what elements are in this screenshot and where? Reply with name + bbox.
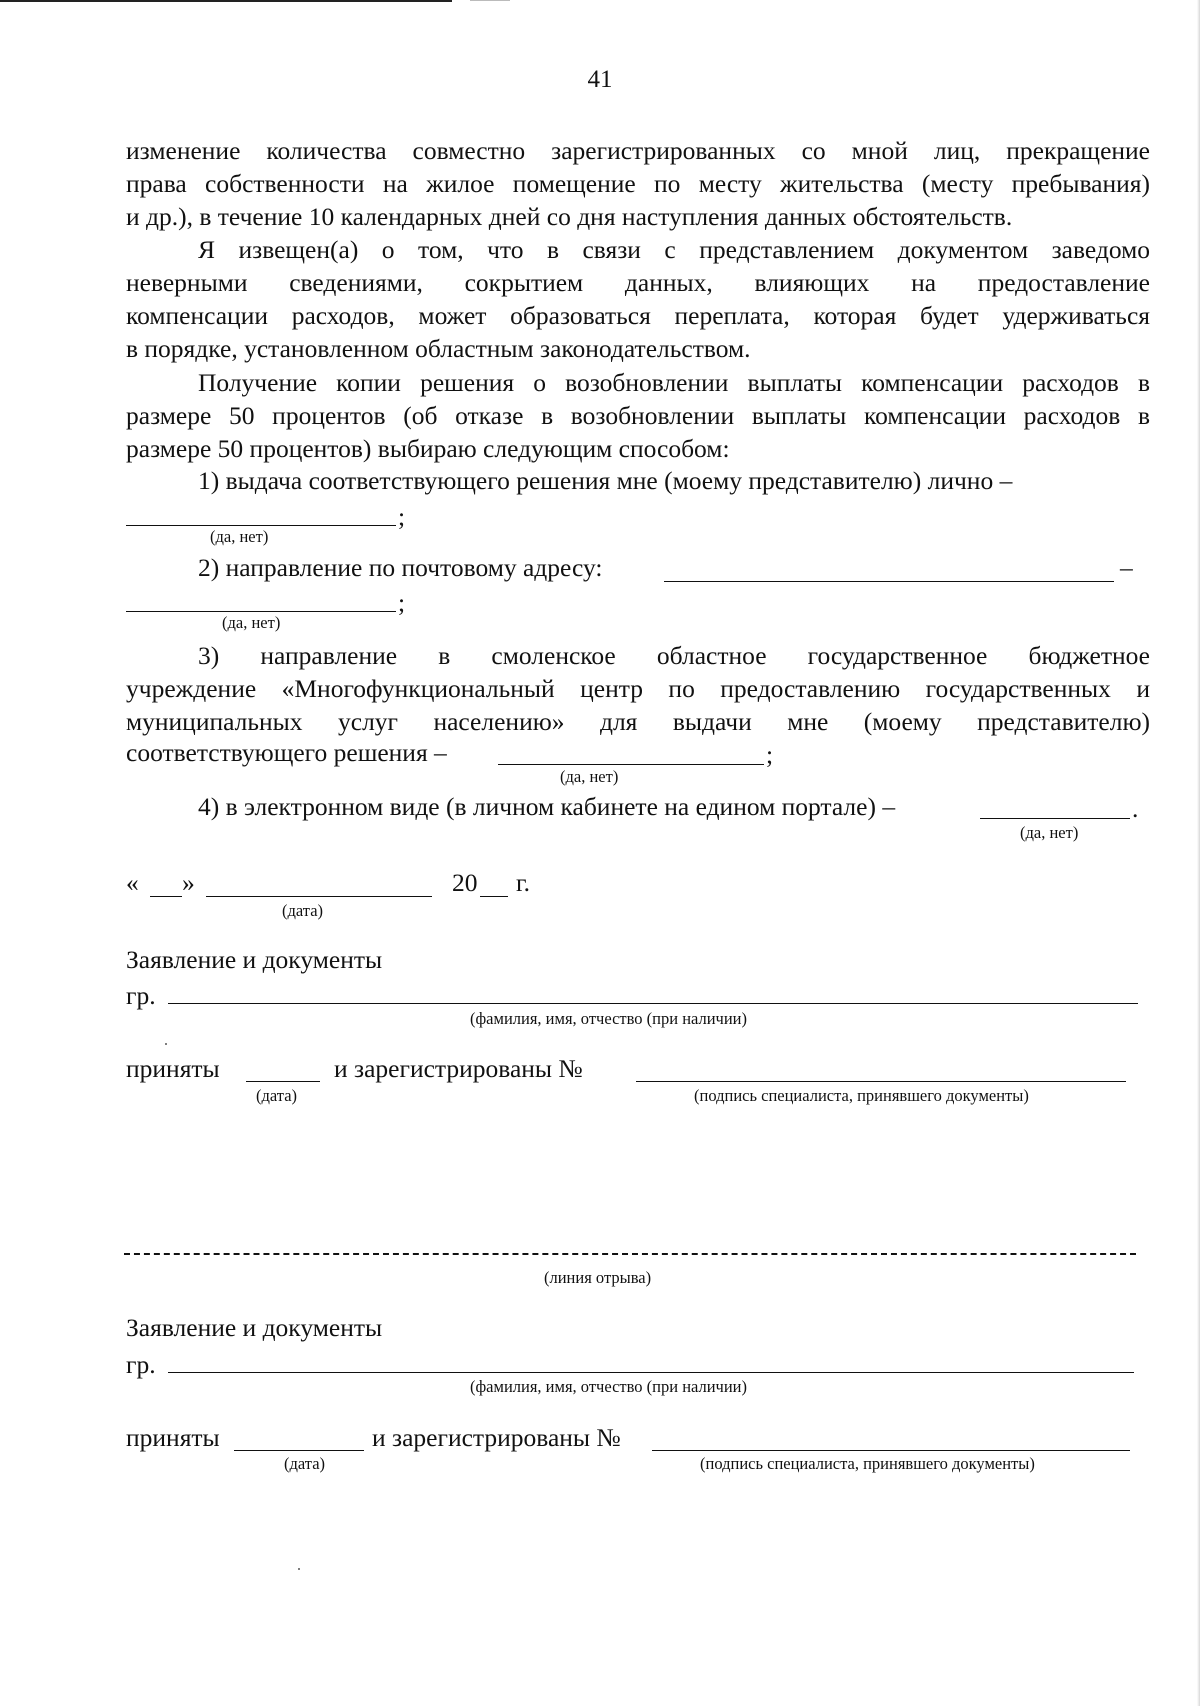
receipt-gr-label: гр. (126, 981, 156, 1010)
text-line: права собственности на жилое помещение по месту жительства (месту пребывания) (126, 169, 1150, 198)
text-line: 3) направление в смоленское областное государственное бюджетное (198, 641, 1150, 670)
receipt-registered-label: и зарегистрированы № (334, 1054, 583, 1083)
scan-artifact-line (470, 0, 510, 1)
option-4-caption: (да, нет) (1020, 823, 1079, 842)
text-line: муниципальных услуг населению» для выдачи мне (моему представителю) (126, 707, 1150, 736)
scan-speck (298, 1568, 300, 1570)
option-2-answer-field[interactable] (126, 611, 396, 612)
date-month-field[interactable] (206, 896, 432, 897)
date-open-quote: « (126, 868, 139, 897)
option-3-text-end: соответствующего решения – (126, 738, 447, 767)
option-3-answer-field[interactable] (498, 764, 764, 765)
receipt-accepted-label: приняты (126, 1423, 220, 1452)
option-3-caption: (да, нет) (560, 767, 619, 786)
date-year-prefix: 20 (452, 868, 478, 897)
paragraph-continuation (126, 134, 1150, 233)
receipt-date-field[interactable] (234, 1450, 364, 1451)
text-line: и др.), в течение 10 календарных дней со дня наступления данных обстоятельств. (126, 202, 1013, 231)
option-4-text: 4) в электронном виде (в личном кабинете на едином портале) – (198, 792, 896, 821)
date-caption: (дата) (282, 901, 324, 920)
receipt-name-caption: (фамилия, имя, отчество (при наличии) (470, 1009, 748, 1028)
receipt-date-caption: (дата) (284, 1454, 326, 1473)
receipt-title: Заявление и документы (126, 1313, 383, 1342)
receipt-signature-caption: (подпись специалиста, принявшего документы) (694, 1086, 1029, 1105)
date-close-quote: » (182, 868, 195, 897)
option-2-text: 2) направление по почтовому адресу: (198, 553, 603, 582)
paragraph-notice (126, 233, 1150, 365)
receipt-signature-caption: (подпись специалиста, принявшего документы) (700, 1454, 1035, 1473)
option-3-semicolon: ; (766, 740, 774, 769)
receipt-gr-label: гр. (126, 1350, 156, 1379)
option-2-dash: – (1120, 553, 1133, 582)
receipt-title: Заявление и документы (126, 945, 383, 974)
option-1-semicolon: ; (398, 502, 406, 531)
text-line: в порядке, установленном областным законодательством. (126, 334, 751, 363)
text-line: Я извещен(а) о том, что в связи с представлением документом заведомо (198, 235, 1150, 264)
receipt-name-field[interactable] (168, 1372, 1134, 1373)
text-line: компенсации расходов, может образоваться переплата, которая будет удерживаться (126, 301, 1150, 330)
text-line: Получение копии решения о возобновлении выплаты компенсации расходов в (198, 368, 1150, 397)
option-4-period: . (1132, 794, 1139, 823)
text-line: изменение количества совместно зарегистрированных со мной лиц, прекращение (126, 136, 1150, 165)
option-1-answer-field[interactable] (126, 525, 396, 526)
tear-line-caption: (линия отрыва) (544, 1268, 652, 1287)
option-1-caption: (да, нет) (210, 527, 269, 546)
tear-line (124, 1253, 1136, 1255)
receipt-date-caption: (дата) (256, 1086, 298, 1105)
receipt-name-field[interactable] (168, 1003, 1138, 1004)
scan-speck (165, 1043, 167, 1045)
text-line: учреждение «Многофункциональный центр по предоставлению государственных и (126, 674, 1150, 703)
option-2-semicolon: ; (398, 588, 406, 617)
receipt-number-signature-field[interactable] (652, 1450, 1130, 1451)
postal-address-field[interactable] (664, 581, 1114, 582)
text-line: размере 50 процентов (об отказе в возобновлении выплаты компенсации расходов в (126, 401, 1150, 430)
page-number: 41 (587, 66, 613, 93)
receipt-date-field[interactable] (246, 1081, 320, 1082)
paragraph-method (126, 366, 1150, 465)
receipt-number-signature-field[interactable] (636, 1081, 1126, 1082)
option-3-text (126, 639, 1150, 738)
text-line: размере 50 процентов) выбираю следующим способом: (126, 434, 730, 463)
receipt-accepted-label: приняты (126, 1054, 220, 1083)
text-line: неверными сведениями, сокрытием данных, влияющих на предоставление (126, 268, 1150, 297)
receipt-name-caption: (фамилия, имя, отчество (при наличии) (470, 1377, 748, 1396)
option-4-answer-field[interactable] (980, 818, 1130, 819)
date-year-suffix: г. (516, 868, 530, 897)
date-year-field[interactable] (480, 896, 508, 897)
scan-artifact-line (0, 0, 452, 2)
option-2-caption: (да, нет) (222, 613, 281, 632)
date-day-field[interactable] (150, 896, 182, 897)
receipt-registered-label: и зарегистрированы № (372, 1423, 621, 1452)
option-1-text: 1) выдача соответствующего решения мне (моему представителю) лично – (198, 466, 1013, 495)
